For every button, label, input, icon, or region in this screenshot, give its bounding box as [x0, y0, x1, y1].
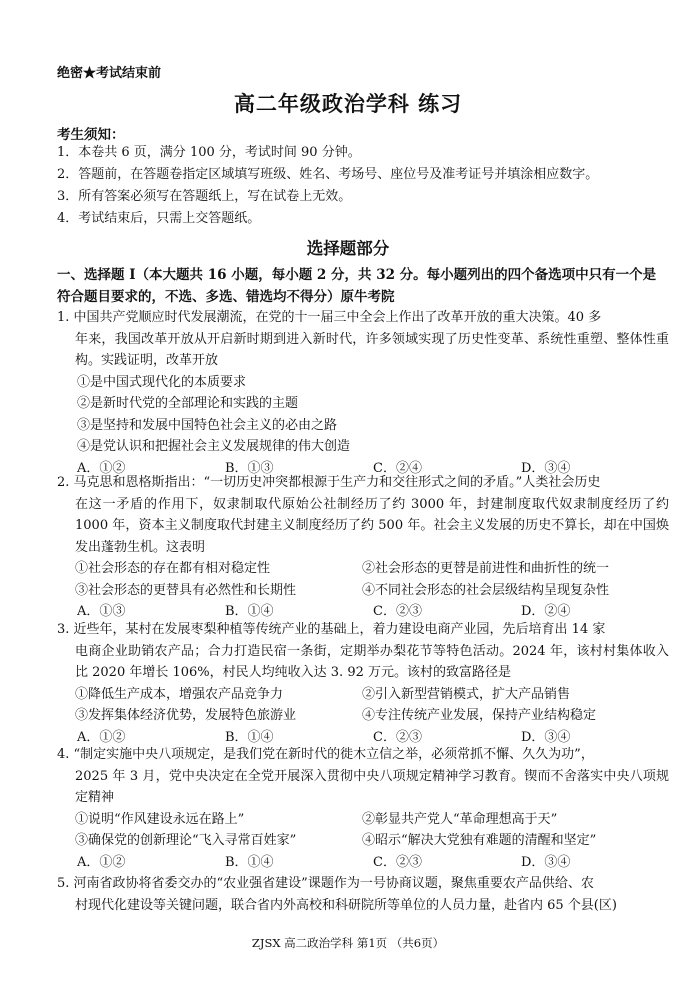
- part-heading: 一、选择题 I（本大题共 16 小题，每小题 2 分，共 32 分。每小题列出的四个备选项中只有一个是符合题目要求的，不选、多选、错选均不得分）原牛考院: [57, 267, 657, 305]
- option-statement: ③社会形态的更替具有必然性和长期性: [75, 582, 297, 598]
- choice-d: D．②④: [521, 604, 571, 619]
- option-row: [57, 809, 669, 831]
- option-statement: ②是新时代党的全部理论和实践的主题: [77, 396, 299, 411]
- page-footer: ZJSX 高二政治学科 第1页 （共6页）: [251, 936, 445, 950]
- option-row: [57, 830, 669, 852]
- option-statement: ②彰显共产党人“革命理想高于天”: [362, 811, 558, 827]
- confidential-label: 绝密★考试结束前: [57, 66, 162, 81]
- choice-b: B．①④: [225, 729, 274, 745]
- choice-b: B．①④: [225, 604, 274, 619]
- choice-a: A．①③: [77, 604, 126, 619]
- answer-choices: [57, 852, 669, 874]
- question-stem-first: 1. 中国共产党顺应时代发展潮流，在党的十一届三中全会上作出了改革开放的重大决策。40 多: [57, 310, 602, 325]
- choice-c: C．②③: [373, 729, 422, 745]
- section-title: 选择题部分: [306, 239, 390, 258]
- notice-item: 2．答题前，在答题卷指定区域填写班级、姓名、考场号、座位号及准考证号并填涂相应数字。: [57, 167, 599, 182]
- option-statement: ③发挥集体经济优势，发展特色旅游业: [75, 708, 297, 723]
- question-1: [57, 307, 669, 479]
- option-statement: ①降低生产成本，增强农产品竞争力: [75, 686, 284, 702]
- choice-d: D．③④: [521, 854, 571, 870]
- option-statement: ③是坚持和发展中国特色社会主义的必由之路: [77, 417, 338, 433]
- choice-b: B．①③: [225, 460, 274, 476]
- option-statement: ①说明“作风建设永远在路上”: [75, 811, 245, 827]
- question-stem-rest: 村现代化建设等关键问题，联合省内外高校和科研院所等单位的人员力量，赴省内 65 个县(区): [75, 897, 617, 913]
- question-4: [57, 744, 669, 873]
- choice-b: B．①④: [225, 854, 274, 870]
- option-statement: ①是中国式现代化的本质要求: [77, 374, 247, 390]
- choice-a: A．①②: [77, 729, 126, 745]
- choice-d: D．③④: [521, 729, 571, 745]
- option-statement: ④是党认识和把握社会主义发展规律的伟大创造: [77, 439, 351, 454]
- notice-list: [57, 142, 672, 230]
- option-statement: ④专注传统产业发展，保持产业结构稳定: [362, 708, 597, 723]
- notice-item: 1．本卷共 6 页，满分 100 分，考试时间 90 分钟。: [57, 145, 361, 160]
- question-stem-first: 2. 马克思和恩格斯指出：“一切历史冲突都根源于生产力和交往形式之间的矛盾。”人类社会历史: [57, 475, 601, 490]
- question-stem-rest: 在这一矛盾的作用下，奴隶制取代原始公社制经历了约 3000 年，封建制度取代奴隶制度经历了约 1000 年，资本主义制度取代封建主义制度经历了约 500 年。社会主义发展的历史不算长，却在中国焕发出蓬勃生机。这表明: [75, 496, 669, 555]
- question-stem-rest: 2025 年 3 月，党中央决定在全党开展深入贯彻中央八项规定精神学习教育。锲而不舍落实中央八项规定精神: [75, 768, 669, 805]
- option-row: [57, 580, 669, 602]
- question-stem-first: 4. “制定实施中央八项规定，是我们党在新时代的徙木立信之举，必须常抓不懈、久久为功”，: [57, 747, 594, 762]
- choice-d: D．③④: [521, 460, 571, 476]
- choice-c: C．②③: [373, 604, 422, 619]
- question-2: [57, 472, 669, 623]
- question-5: [57, 873, 669, 916]
- option-row: [57, 684, 669, 706]
- question-stem-rest: 年来，我国改革开放从开启新时期到进入新时代，许多领域实现了历史性变革、系统性重塑、整体性重构。实践证明，改革开放: [75, 331, 669, 368]
- question-stem-first: 3. 近些年，某村在发展枣梨种植等传统产业的基础上，着力建设电商产业园，先后培育出 14 家: [57, 622, 606, 637]
- question-stem-rest: 电商企业助销农产品；合力打造民宿一条街，定期举办梨花节等特色活动。2024 年，该村村集体收入比 2020 年增长 106%，村民人均纯收入达 3. 92 万元。该村的致富路径是: [75, 643, 669, 680]
- notice-title: 考生须知：: [57, 127, 125, 143]
- question-stem-first: 5. 河南省政协将省委交办的“农业强省建设”课题作为一号协商议题，聚焦重要农产品供给、农: [57, 876, 594, 891]
- option-statement: ①社会形态的存在都有相对稳定性: [75, 561, 271, 576]
- question-3: [57, 619, 669, 748]
- notice-item: 4．考试结束后，只需上交答题纸。: [57, 211, 261, 226]
- option-statement: ④不同社会形态的社会层级结构呈现复杂性: [362, 582, 610, 598]
- option-statement: ②社会形态的更替是前进性和曲折性的统一: [362, 561, 610, 576]
- option-row: [57, 558, 669, 580]
- choice-a: A．①②: [77, 460, 126, 476]
- notice-item: 3．所有答案必须写在答题纸上，写在试卷上无效。: [57, 189, 352, 204]
- option-statement: ③确保党的创新理论“飞入寻常百姓家”: [75, 833, 297, 848]
- choice-c: C．②③: [373, 854, 422, 870]
- option-statement: ④昭示“解决大党独有难题的清醒和坚定”: [362, 833, 597, 848]
- choice-c: C．②④: [373, 460, 422, 476]
- choice-a: A．①②: [77, 854, 126, 870]
- page-title: 高二年级政治学科 练习: [233, 91, 463, 116]
- option-statement: ②引入新型营销模式，扩大产品销售: [362, 686, 571, 702]
- option-row: [57, 705, 669, 727]
